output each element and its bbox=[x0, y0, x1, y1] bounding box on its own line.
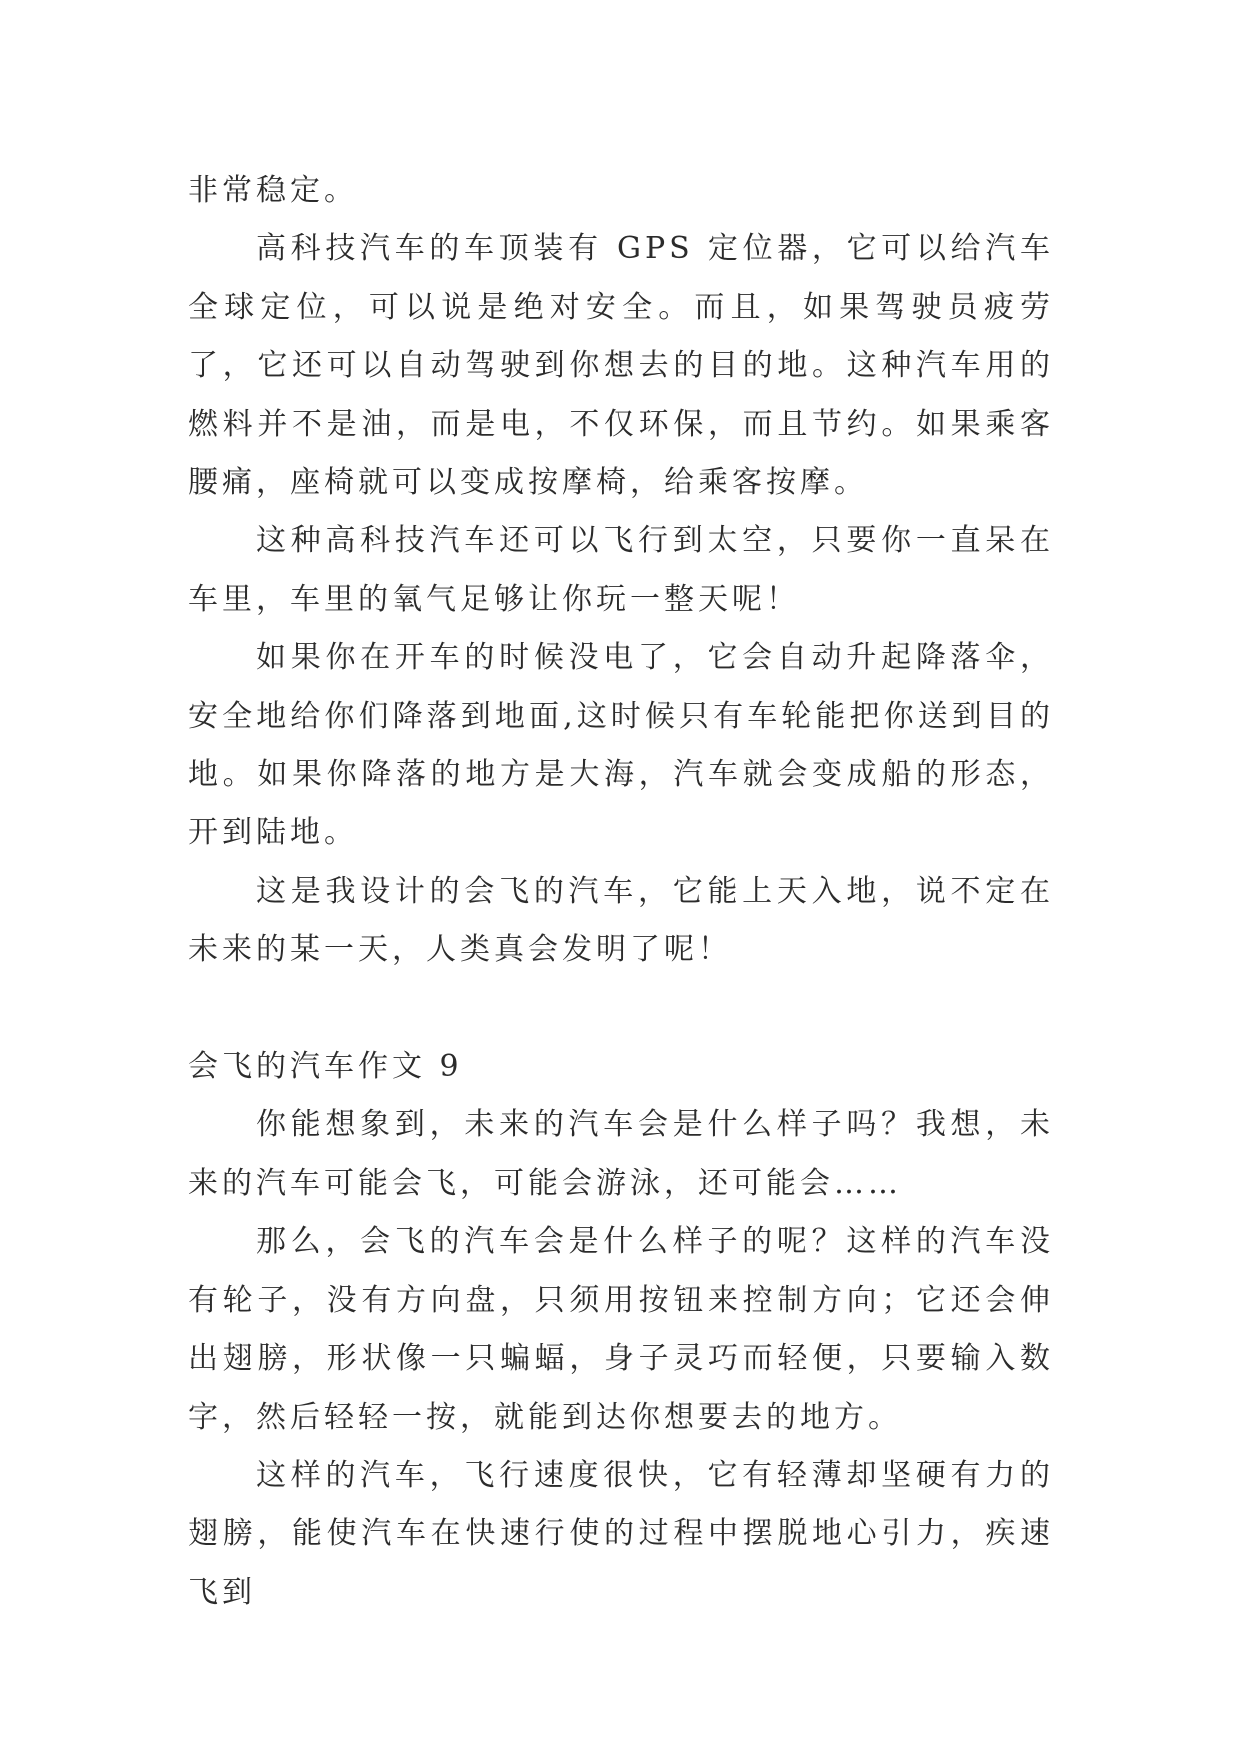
section-title: 会飞的汽车作文 9 bbox=[188, 1049, 463, 1085]
paragraph: 如果你在开车的时候没电了，它会自动升起降落伞，安全地给你们降落到地面,这时候只有车轮能把你送到目的地。如果你降落的地方是大海，汽车就会变成船的形态，开到陆地。 bbox=[188, 640, 1054, 851]
paragraph: 这种高科技汽车还可以飞行到太空，只要你一直呆在车里，车里的氧气足够让你玩一整天呢！ bbox=[188, 523, 1054, 617]
paragraph-continuation: 非常稳定。 bbox=[188, 173, 358, 208]
paragraph: 高科技汽车的车顶装有 GPS 定位器，它可以给汽车全球定位，可以说是绝对安全。而且，如果驾驶员疲劳了，它还可以自动驾驶到你想去的目的地。这种汽车用的燃料并不是油，而是电，不仅环保，而且节约。如果乘客腰痛，座椅就可以变成按摩椅，给乘客按摩。 bbox=[188, 231, 1054, 501]
paragraph: 这样的汽车，飞行速度很快，它有轻薄却坚硬有力的翅膀，能使汽车在快速行使的过程中摆脱地心引力，疾速飞到 bbox=[188, 1457, 1054, 1610]
paragraph: 那么，会飞的汽车会是什么样子的呢？这样的汽车没有轮子，没有方向盘，只须用按钮来控制方向；它还会伸出翅膀，形状像一只蝙蝠，身子灵巧而轻便，只要输入数字，然后轻轻一按，就能到达你想要去的地方。 bbox=[188, 1224, 1054, 1435]
paragraph: 你能想象到，未来的汽车会是什么样子吗？我想，未来的汽车可能会飞，可能会游泳，还可能会…… bbox=[188, 1107, 1054, 1201]
paragraph: 这是我设计的会飞的汽车，它能上天入地，说不定在未来的某一天，人类真会发明了呢！ bbox=[188, 873, 1054, 968]
document-page bbox=[188, 162, 1054, 1622]
